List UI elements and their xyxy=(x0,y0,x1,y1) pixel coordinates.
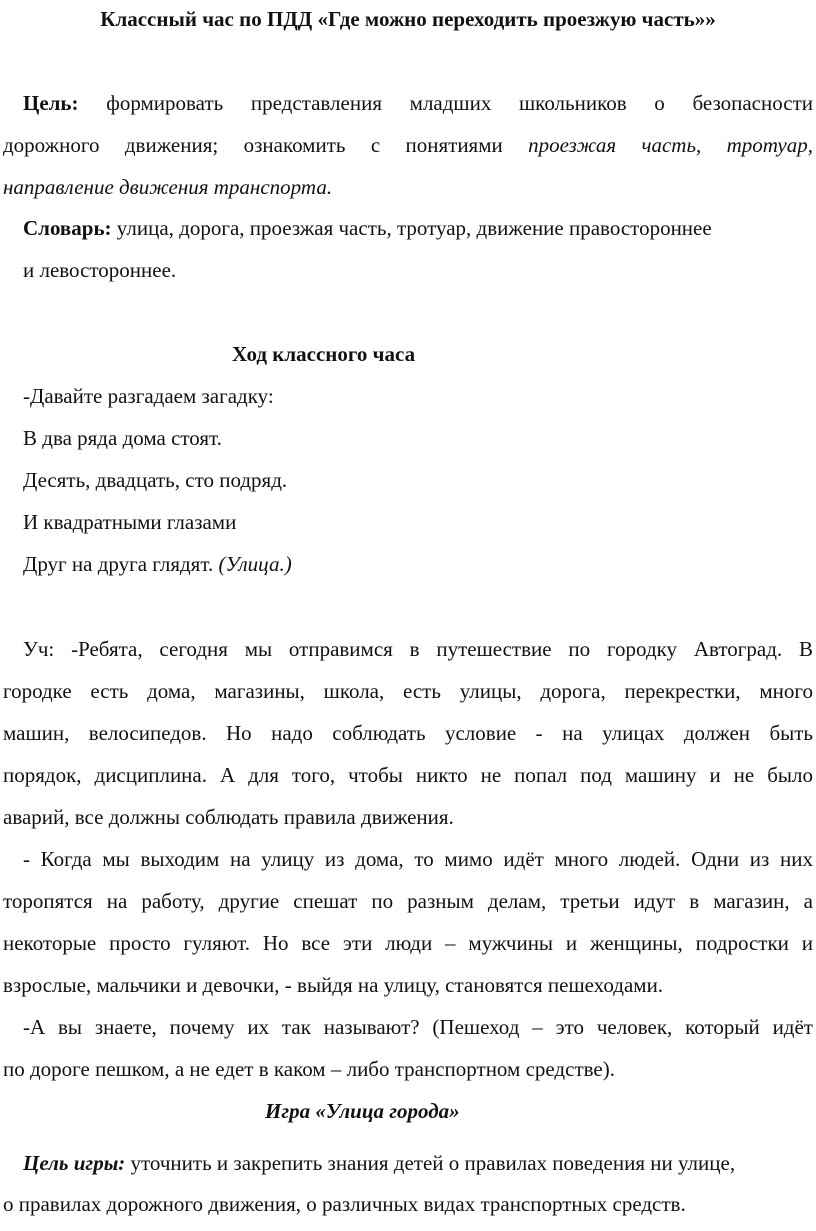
goal-line-3: направление движения транспорта. xyxy=(3,175,333,199)
game-heading: Игра «Улица города» xyxy=(265,1099,460,1123)
teacher-p1-line: аварий, все должны соблюдать правила движения. xyxy=(3,805,454,829)
goal-text: формировать представления младших школьников о безопасности xyxy=(78,91,813,115)
teacher-p3-line: по дороге пешком, а не едет в каком – либо транспортном средстве). xyxy=(3,1057,615,1081)
teacher-p1-line: машин, велосипедов. Но надо соблюдать условие - на улицах должен быть xyxy=(3,721,813,745)
goal-line-1 xyxy=(23,90,813,116)
teacher-p3-line: -А вы знаете, почему их так называют? (Пешеход – это человек, который идёт xyxy=(23,1015,813,1039)
goal-line-2 xyxy=(3,132,813,158)
section-heading: Ход классного часа xyxy=(232,342,416,366)
goal-label: Цель: xyxy=(23,91,79,115)
vocabulary-line-1 xyxy=(23,215,712,241)
riddle-line-4 xyxy=(23,551,292,577)
game-goal-line-2: о правилах дорожного движения, о различных видах транспортных средств. xyxy=(3,1192,686,1216)
riddle-line-1: В два ряда дома стоят. xyxy=(23,426,222,450)
teacher-p1-line: городке есть дома, магазины, школа, есть улицы, дорога, перекрестки, много xyxy=(3,679,813,703)
riddle-intro: -Давайте разгадаем загадку: xyxy=(23,384,274,408)
document-title: Классный час по ПДД «Где можно переходить проезжую часть»» xyxy=(100,7,716,31)
riddle-text: Друг на друга глядят. xyxy=(23,552,219,576)
teacher-p1-line: порядок, дисциплина. А для того, чтобы никто не попал под машину и не было xyxy=(3,763,813,787)
vocabulary-text: улица, дорога, проезжая часть, тротуар, движение правостороннее xyxy=(111,216,712,240)
game-goal-label: Цель игры: xyxy=(23,1151,126,1175)
vocabulary-line-2: и левостороннее. xyxy=(23,258,177,282)
riddle-line-2: Десять, двадцать, сто подряд. xyxy=(23,468,288,492)
game-goal-text: уточнить и закрепить знания детей о правилах поведения ни улице, xyxy=(125,1151,736,1175)
goal-text-2: дорожного движения; ознакомить с понятиями xyxy=(3,133,529,157)
goal-terms: проезжая часть, тротуар, xyxy=(528,133,814,157)
teacher-p2-line: торопятся на работу, другие спешат по разным делам, третьи идут в магазин, а xyxy=(3,889,813,913)
teacher-p2-line: взрослые, мальчики и девочки, - выйдя на улицу, становятся пешеходами. xyxy=(3,973,664,997)
game-goal-line-1 xyxy=(23,1150,735,1176)
riddle-line-3: И квадратными глазами xyxy=(23,510,237,534)
teacher-p2-line: некоторые просто гуляют. Но все эти люди – мужчины и женщины, подростки и xyxy=(3,931,813,955)
vocabulary-label: Словарь: xyxy=(23,216,112,240)
teacher-p1-line: Уч: -Ребята, сегодня мы отправимся в путешествие по городку Автоград. В xyxy=(23,637,813,661)
teacher-p2-line: - Когда мы выходим на улицу из дома, то мимо идёт много людей. Одни из них xyxy=(23,847,813,871)
riddle-answer: (Улица.) xyxy=(218,552,292,576)
